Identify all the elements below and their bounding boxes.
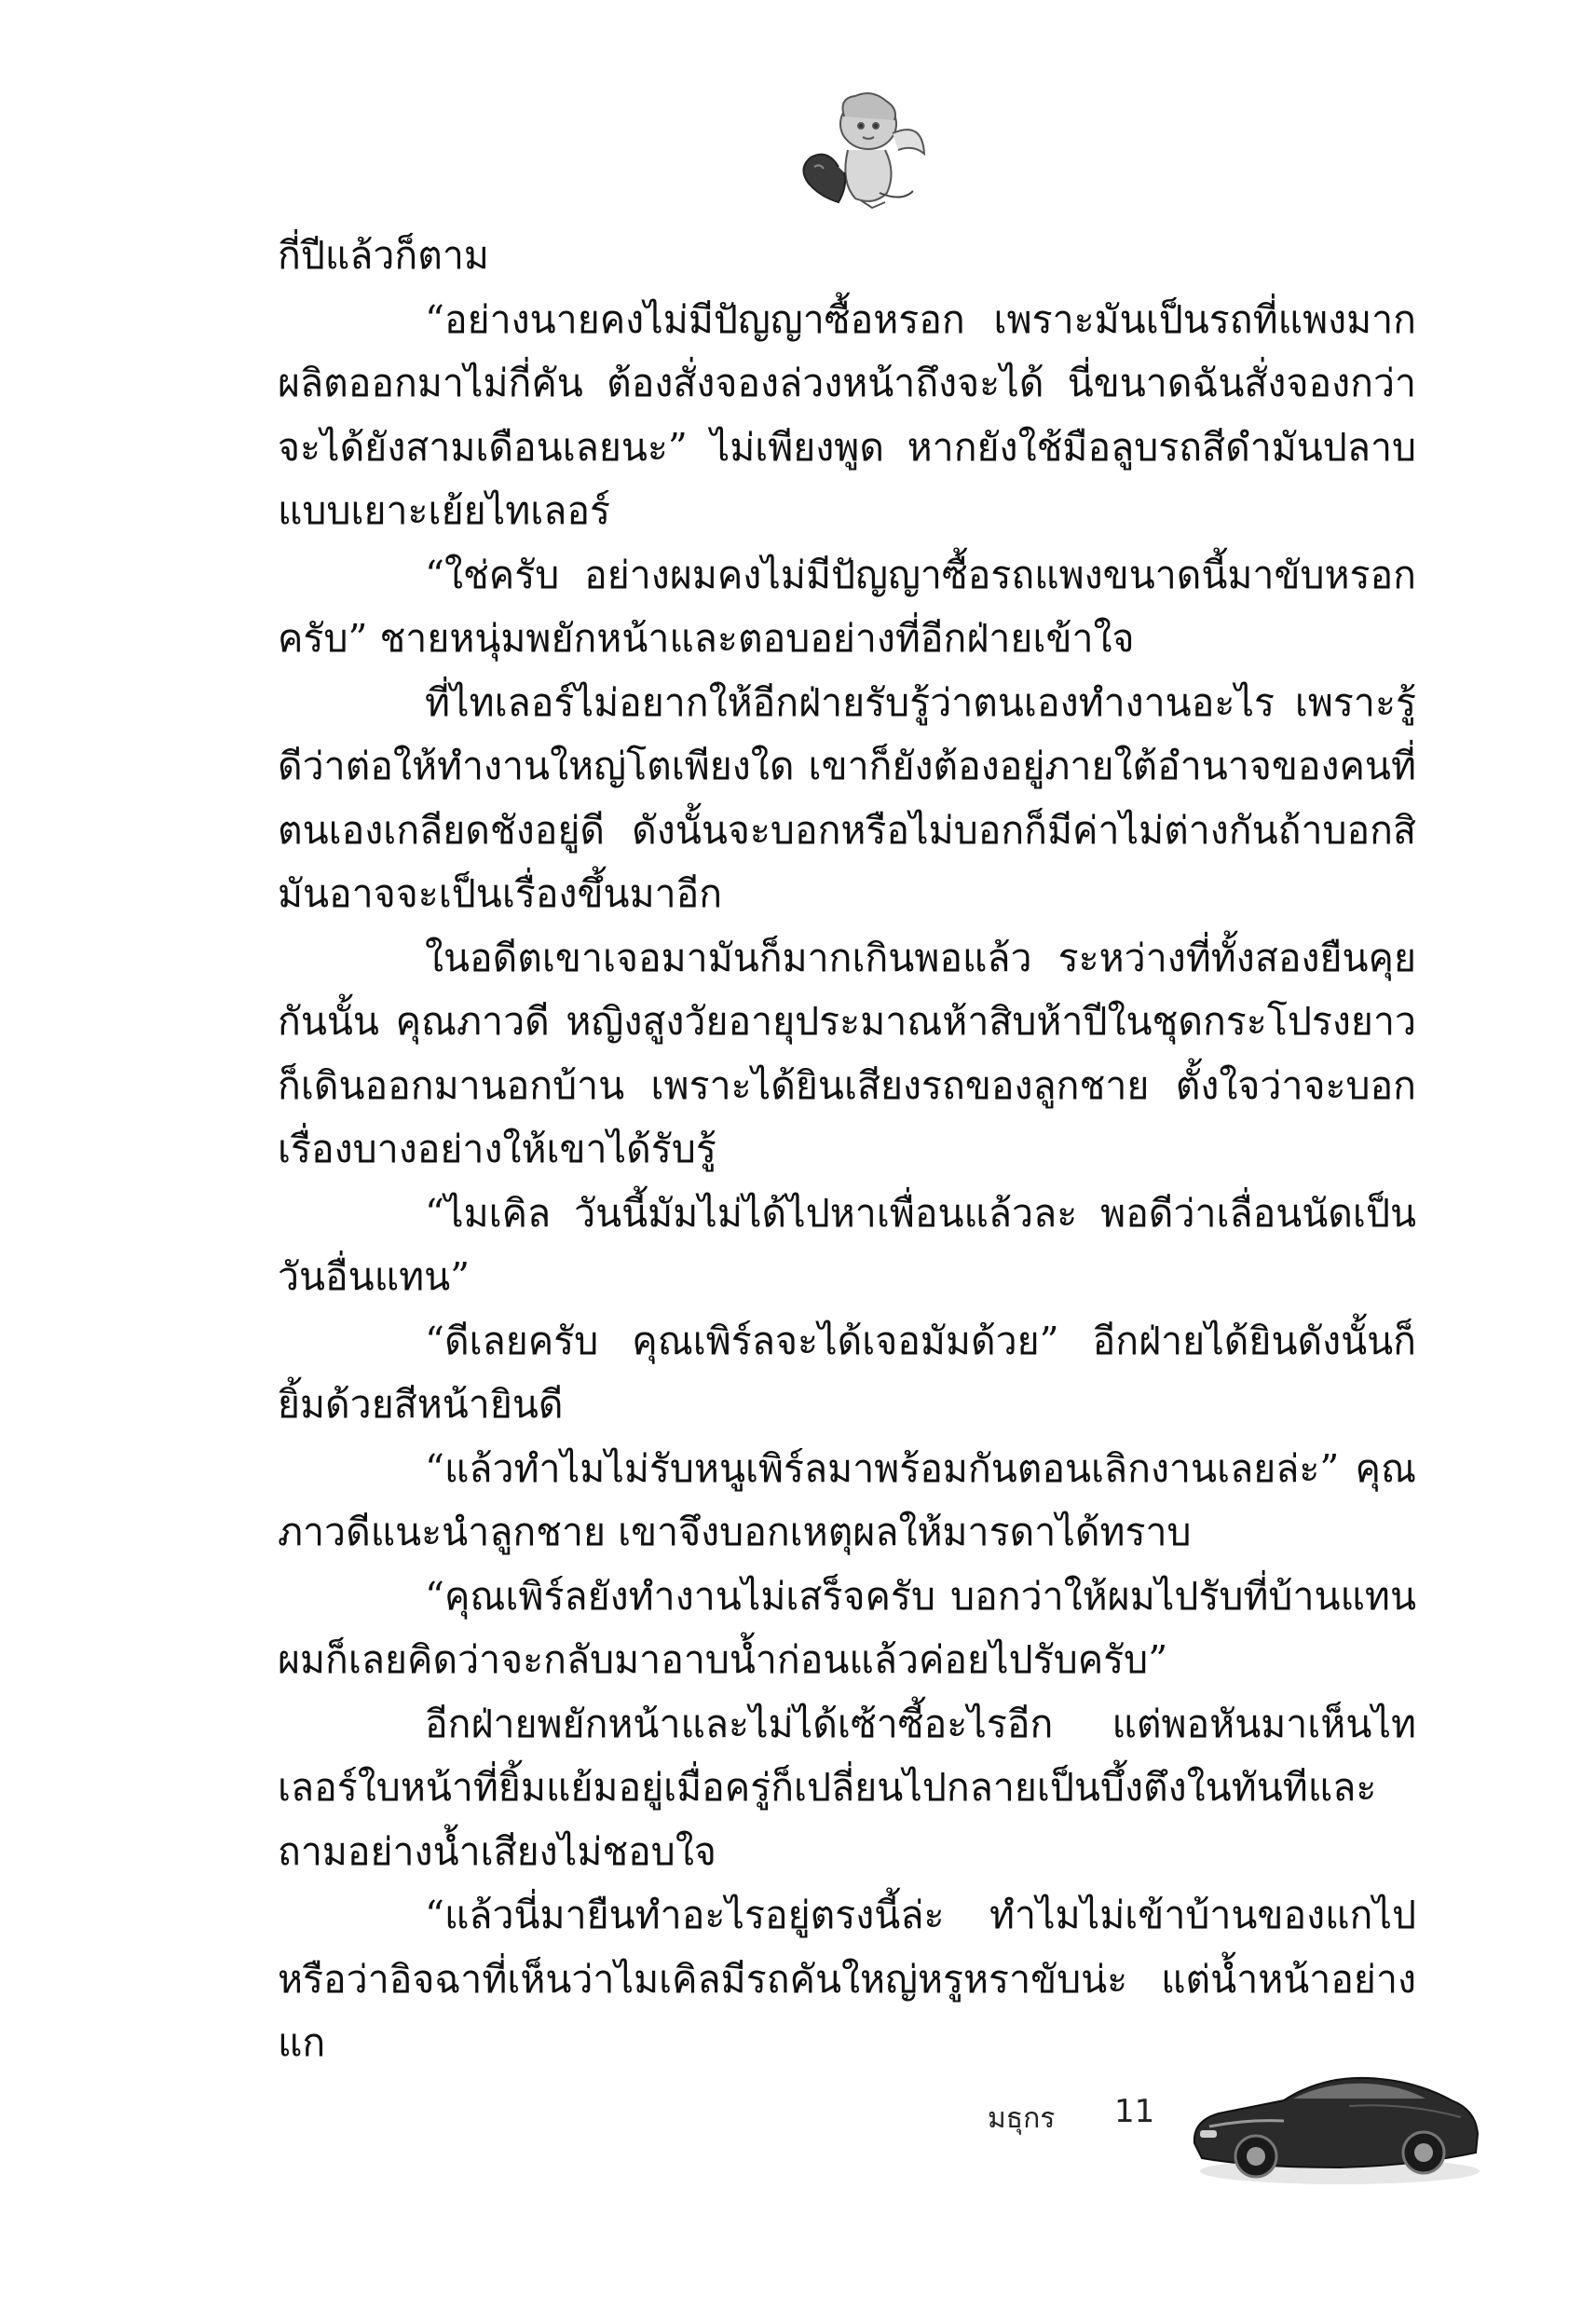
paragraph: “คุณเพิร์ลยังทำงานไม่เสร็จครับ บอกว่าให้ผมไปรับที่บ้านแทน ผมก็เลยคิดว่าจะกลับมาอาบน้ำก่อนแล้วค่อยไปรับครับ”: [278, 1573, 1416, 1682]
paragraph: “แล้วทำไมไม่รับหนูเพิร์ลมาพร้อมกันตอนเลิกงานเลยล่ะ” คุณภาวดีแนะนำลูกชาย เขาจึงบอกเหตุผลให้มารดาได้ทราบ: [278, 1445, 1416, 1554]
paragraph: “ดีเลยครับ คุณเพิร์ลจะได้เจอมัมด้วย” อีกฝ่ายได้ยินดังนั้นก็ยิ้มด้วยสีหน้ายินดี: [278, 1318, 1416, 1427]
paragraph: “ไมเคิล วันนี้มัมไม่ได้ไปหาเพื่อนแล้วละ พอดีว่าเลื่อนนัดเป็นวันอื่นแทน”: [278, 1190, 1416, 1299]
page-body: [278, 224, 1416, 2125]
paragraph: ในอดีตเขาเจอมามันก็มากเกินพอแล้ว ระหว่างที่ทั้งสองยืนคุยกันนั้น คุณภาวดี หญิงสูงวัยอายุประมาณห้าสิบห้าปีในชุดกระโปรงยาวก็เดินออกมานอกบ้าน เพราะได้ยินเสียงรถของลูกชาย ตั้งใจว่าจะบอกเรื่องบางอย่างให้เขาได้รับรู้: [278, 935, 1416, 1171]
sports-car-icon: [1181, 2041, 1489, 2195]
paragraph: ที่ไทเลอร์ไม่อยากให้อีกฝ่ายรับรู้ว่าตนเองทำงานอะไร เพราะรู้ดีว่าต่อให้ทำงานใหญ่โตเพียงใด เขาก็ยังต้องอยู่ภายใต้อำนาจของคนที่ตนเองเกลียดชังอยู่ดี ดังนั้นจะบอกหรือไม่บอกก็มีค่าไม่ต่างกันถ้าบอกสิมันอาจจะเป็นเรื่องขึ้นมาอีก: [278, 679, 1416, 916]
cupid-heart-icon: [783, 89, 932, 210]
paragraph: “ใช่ครับ อย่างผมคงไม่มีปัญญาซื้อรถแพงขนาดนี้มาขับหรอกครับ” ชายหนุ่มพยักหน้าและตอบอย่างที่อีกฝ่ายเข้าใจ: [278, 552, 1416, 661]
footer-author-label: มธุกร: [988, 2102, 1056, 2135]
paragraph: อีกฝ่ายพยักหน้าและไม่ได้เซ้าซี้อะไรอีก แต่พอหันมาเห็นไทเลอร์ใบหน้าที่ยิ้มแย้มอยู่เมื่อครู่ก็เปลี่ยนไปกลายเป็นบึ้งตึงในทันทีและถามอย่างน้ำเสียงไม่ชอบใจ: [278, 1701, 1416, 1874]
page-number: 11: [1114, 2093, 1155, 2130]
paragraph: “อย่างนายคงไม่มีปัญญาซื้อหรอก เพราะมันเป็นรถที่แพงมาก ผลิตออกมาไม่กี่คัน ต้องสั่งจองล่วงหน้าถึงจะได้ นี่ขนาดฉันสั่งจองกว่าจะได้ยังสามเดือนเลยนะ” ไม่เพียงพูด หากยังใช้มือลูบรถสีดำมันปลาบแบบเยาะเย้ยไทเลอร์: [278, 296, 1416, 533]
paragraph: “แล้วนี่มายืนทำอะไรอยู่ตรงนี้ล่ะ ทำไมไม่เข้าบ้านของแกไปหรือว่าอิจฉาที่เห็นว่าไมเคิลมีรถคันใหญ่หรูหราขับน่ะ แต่น้ำหน้าอย่างแก: [278, 1893, 1416, 2065]
paragraph: กี่ปีแล้วก็ตาม: [278, 233, 489, 278]
